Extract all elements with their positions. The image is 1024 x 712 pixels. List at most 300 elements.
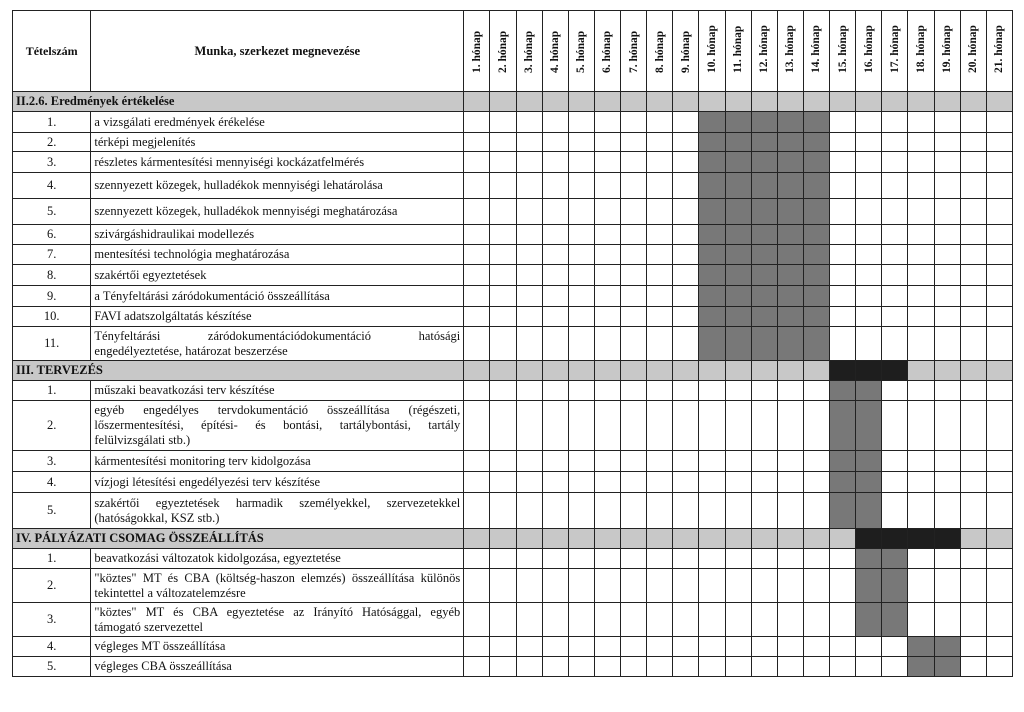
month-cell [699,361,725,381]
task-bar-cell [882,549,908,569]
month-cell [699,493,725,529]
month-cell [490,472,516,493]
month-header-label: 12. hónap [758,25,771,73]
month-cell [751,657,777,677]
month-cell [725,361,751,381]
month-cell [621,173,647,199]
month-cell [621,92,647,112]
month-cell [490,493,516,529]
month-cell [960,549,986,569]
month-cell [934,199,960,225]
month-cell [960,472,986,493]
task-description: beavatkozási változatok kidolgozása, egyeztetése [91,549,464,569]
month-cell [830,245,856,265]
task-number: 1. [13,381,91,401]
month-cell [699,451,725,472]
month-cell [856,92,882,112]
month-cell [464,401,490,451]
month-cell [699,549,725,569]
month-cell [830,225,856,245]
month-cell [490,199,516,225]
task-bar-cell [777,173,803,199]
month-cell [882,657,908,677]
task-row [13,199,1013,225]
task-row [13,493,1013,529]
month-cell [803,401,829,451]
month-cell [568,657,594,677]
month-cell [856,173,882,199]
month-cell [568,401,594,451]
month-cell [986,286,1012,307]
month-cell [516,199,542,225]
month-cell [621,152,647,173]
month-cell [647,549,673,569]
month-cell [803,493,829,529]
month-cell [934,307,960,327]
month-cell [594,493,620,529]
month-cell [725,637,751,657]
month-cell [882,199,908,225]
month-cell [856,307,882,327]
month-cell [568,569,594,603]
month-cell [621,199,647,225]
task-description: vízjogi létesítési engedélyezési terv készítése [91,472,464,493]
month-cell [542,529,568,549]
month-header-label: 18. hónap [914,25,927,73]
month-cell [621,245,647,265]
task-bar-cell [803,225,829,245]
month-cell [908,493,934,529]
month-cell [542,112,568,133]
task-bar-cell [699,327,725,361]
task-bar-cell [725,152,751,173]
task-number: 11. [13,327,91,361]
month-cell [647,265,673,286]
task-description: egyéb engedélyes tervdokumentáció összeállítása (régészeti, lőszermentesítési, építési- és bontási, tartálybontási, tartály felülvizsgálati stb.) [91,401,464,451]
month-cell [830,529,856,549]
task-number: 9. [13,286,91,307]
gantt-schedule-table [12,10,1013,677]
task-bar-cell [803,307,829,327]
month-cell [751,361,777,381]
task-row [13,381,1013,401]
month-cell [594,472,620,493]
month-cell [464,245,490,265]
month-cell [516,472,542,493]
month-cell [621,657,647,677]
month-cell [464,133,490,152]
month-cell [594,286,620,307]
month-cell [542,569,568,603]
month-cell [934,493,960,529]
month-cell [647,569,673,603]
work-name-header: Munka, szerkezet megnevezése [91,11,464,92]
month-cell [908,603,934,637]
month-cell [464,603,490,637]
task-bar-cell [803,286,829,307]
month-cell [516,361,542,381]
month-cell [960,381,986,401]
task-number: 5. [13,199,91,225]
month-cell [516,112,542,133]
month-cell [751,637,777,657]
phase-bar-cell [934,529,960,549]
task-description: "köztes" MT és CBA (költség-haszon elemzés) összeállítása különös tekintettel a változatelemzésre [91,569,464,603]
task-bar-cell [856,472,882,493]
month-header [777,11,803,92]
month-cell [699,657,725,677]
task-bar-cell [803,265,829,286]
month-cell [803,92,829,112]
month-header [516,11,542,92]
month-cell [542,381,568,401]
task-description: a Tényfeltárási záródokumentáció összeállítása [91,286,464,307]
task-row [13,225,1013,245]
month-cell [934,603,960,637]
section-row [13,529,1013,549]
task-number: 1. [13,112,91,133]
month-cell [490,245,516,265]
month-cell [803,381,829,401]
month-cell [647,245,673,265]
month-cell [960,152,986,173]
month-cell [542,549,568,569]
task-bar-cell [725,173,751,199]
month-cell [490,133,516,152]
month-cell [673,225,699,245]
month-header [960,11,986,92]
month-cell [490,265,516,286]
month-cell [516,327,542,361]
month-cell [673,472,699,493]
task-bar-cell [803,199,829,225]
month-cell [960,401,986,451]
month-cell [621,265,647,286]
month-cell [621,493,647,529]
task-bar-cell [856,549,882,569]
month-cell [934,569,960,603]
month-cell [621,361,647,381]
task-description: FAVI adatszolgáltatás készítése [91,307,464,327]
month-cell [490,327,516,361]
month-cell [647,286,673,307]
task-description: Tényfeltárási záródokumentációdokumentáció hatósági engedélyeztetése, határozat beszerzése [91,327,464,361]
month-cell [908,133,934,152]
month-cell [908,245,934,265]
month-cell [490,549,516,569]
month-cell [490,451,516,472]
phase-bar-cell [830,361,856,381]
month-cell [699,381,725,401]
task-number: 2. [13,569,91,603]
month-cell [934,361,960,381]
month-cell [908,549,934,569]
task-number: 6. [13,225,91,245]
month-cell [542,603,568,637]
month-cell [490,286,516,307]
month-cell [856,133,882,152]
month-cell [986,92,1012,112]
month-cell [803,529,829,549]
month-cell [908,381,934,401]
section-title: IV. PÁLYÁZATI CSOMAG ÖSSZEÁLLÍTÁS [13,529,464,549]
month-cell [986,603,1012,637]
month-cell [542,265,568,286]
month-cell [490,92,516,112]
month-cell [830,657,856,677]
month-cell [673,451,699,472]
month-cell [647,381,673,401]
month-cell [542,472,568,493]
month-cell [464,451,490,472]
month-cell [673,549,699,569]
month-header-label: 13. hónap [784,25,797,73]
task-bar-cell [803,152,829,173]
task-bar-cell [725,245,751,265]
month-cell [621,529,647,549]
month-cell [594,361,620,381]
month-header-label: 9. hónap [679,30,692,73]
month-cell [725,657,751,677]
month-cell [568,173,594,199]
month-cell [647,472,673,493]
month-cell [882,493,908,529]
month-cell [516,265,542,286]
task-row [13,307,1013,327]
month-cell [673,152,699,173]
month-cell [830,549,856,569]
month-cell [516,92,542,112]
month-header [934,11,960,92]
month-header [803,11,829,92]
month-cell [516,307,542,327]
task-description: térképi megjelenítés [91,133,464,152]
month-cell [542,327,568,361]
month-cell [647,529,673,549]
month-cell [725,472,751,493]
task-bar-cell [830,472,856,493]
month-cell [830,199,856,225]
task-bar-cell [699,133,725,152]
month-cell [542,657,568,677]
task-bar-cell [751,286,777,307]
month-cell [490,637,516,657]
task-bar-cell [908,637,934,657]
month-cell [934,245,960,265]
month-cell [960,286,986,307]
month-cell [882,286,908,307]
month-cell [516,133,542,152]
month-cell [621,112,647,133]
task-number: 10. [13,307,91,327]
month-cell [464,327,490,361]
month-cell [464,569,490,603]
month-cell [986,307,1012,327]
month-cell [934,549,960,569]
task-number: 3. [13,451,91,472]
month-cell [568,549,594,569]
month-cell [934,381,960,401]
month-cell [464,361,490,381]
month-cell [542,493,568,529]
month-cell [725,451,751,472]
task-row [13,265,1013,286]
month-cell [542,401,568,451]
month-cell [542,92,568,112]
month-cell [673,92,699,112]
month-cell [882,225,908,245]
month-cell [960,133,986,152]
task-bar-cell [751,199,777,225]
month-cell [568,265,594,286]
month-cell [777,657,803,677]
month-cell [542,286,568,307]
month-cell [516,152,542,173]
month-cell [908,225,934,245]
task-bar-cell [725,265,751,286]
month-cell [803,361,829,381]
task-bar-cell [699,199,725,225]
month-cell [621,225,647,245]
month-cell [986,493,1012,529]
section-row [13,92,1013,112]
task-number: 4. [13,472,91,493]
month-cell [464,92,490,112]
month-cell [568,361,594,381]
month-cell [960,265,986,286]
month-cell [882,173,908,199]
month-cell [777,529,803,549]
task-bar-cell [882,569,908,603]
month-cell [856,327,882,361]
month-cell [516,286,542,307]
month-cell [621,286,647,307]
month-cell [647,603,673,637]
month-cell [986,199,1012,225]
month-cell [621,549,647,569]
month-cell [934,92,960,112]
month-header-label: 1. hónap [470,30,483,73]
month-cell [934,401,960,451]
month-cell [803,472,829,493]
task-bar-cell [803,133,829,152]
task-description: szakértői egyeztetések harmadik személyekkel, szervezetekkel (hatóságokkal, KSZ stb.) [91,493,464,529]
month-cell [725,529,751,549]
month-cell [882,152,908,173]
task-bar-cell [751,307,777,327]
task-bar-cell [751,225,777,245]
task-bar-cell [777,307,803,327]
month-cell [699,603,725,637]
month-cell [986,265,1012,286]
month-cell [464,307,490,327]
task-row [13,657,1013,677]
month-cell [621,472,647,493]
month-cell [647,451,673,472]
month-cell [594,173,620,199]
month-cell [594,152,620,173]
task-description: szennyezett közegek, hulladékok mennyiségi meghatározása [91,199,464,225]
month-cell [986,451,1012,472]
task-number: 7. [13,245,91,265]
month-cell [856,225,882,245]
month-cell [803,657,829,677]
month-cell [986,245,1012,265]
month-cell [856,112,882,133]
month-cell [777,361,803,381]
month-cell [594,401,620,451]
task-bar-cell [751,152,777,173]
month-cell [647,199,673,225]
month-cell [647,307,673,327]
month-cell [621,569,647,603]
month-cell [647,173,673,199]
task-bar-cell [751,327,777,361]
task-bar-cell [830,451,856,472]
month-cell [516,381,542,401]
month-cell [490,569,516,603]
month-cell [960,327,986,361]
month-cell [464,637,490,657]
month-cell [934,112,960,133]
month-cell [568,493,594,529]
month-cell [960,225,986,245]
month-cell [934,152,960,173]
month-cell [647,657,673,677]
month-cell [882,401,908,451]
task-bar-cell [856,603,882,637]
task-row [13,472,1013,493]
section-row [13,361,1013,381]
task-bar-cell [751,133,777,152]
month-cell [986,133,1012,152]
task-bar-cell [725,327,751,361]
month-header-label: 21. hónap [993,25,1006,73]
month-cell [986,472,1012,493]
month-cell [882,451,908,472]
month-header [490,11,516,92]
month-cell [673,401,699,451]
month-cell [542,245,568,265]
month-cell [908,327,934,361]
task-description: a vizsgálati eredmények érékelése [91,112,464,133]
month-cell [777,92,803,112]
task-bar-cell [777,152,803,173]
month-cell [594,112,620,133]
month-cell [542,133,568,152]
month-cell [960,307,986,327]
task-row [13,451,1013,472]
month-cell [830,265,856,286]
month-cell [751,569,777,603]
month-header [673,11,699,92]
month-cell [725,92,751,112]
task-bar-cell [803,112,829,133]
month-cell [908,472,934,493]
month-cell [464,493,490,529]
month-cell [568,92,594,112]
task-bar-cell [777,199,803,225]
month-cell [594,657,620,677]
month-cell [490,152,516,173]
month-cell [490,529,516,549]
month-header [908,11,934,92]
month-cell [516,451,542,472]
task-bar-cell [856,569,882,603]
month-cell [673,199,699,225]
month-cell [516,549,542,569]
task-bar-cell [699,265,725,286]
